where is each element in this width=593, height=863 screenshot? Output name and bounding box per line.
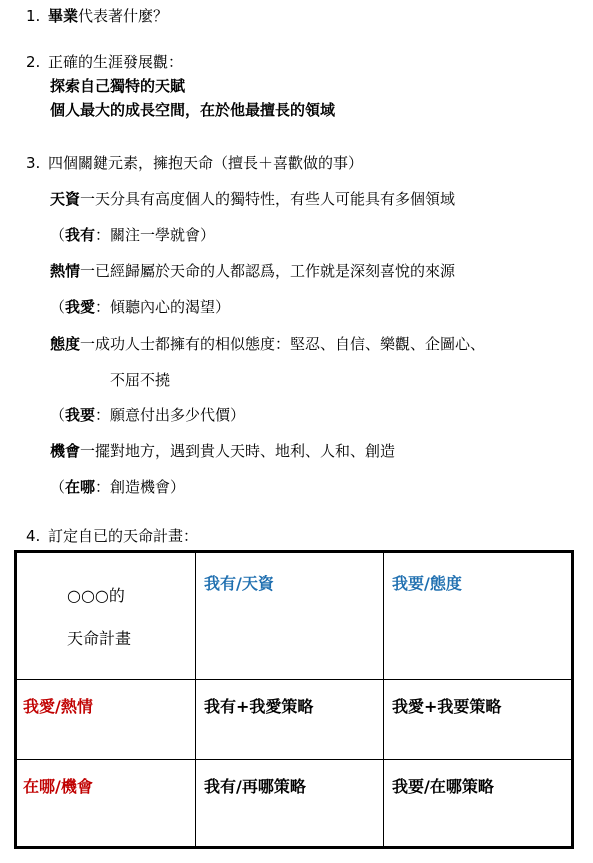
element-talent [50,189,455,209]
note-text: ：關注一學就會） [95,226,216,244]
element-term: 熱情 [50,262,81,280]
table-cell: 我愛+我要策略 [384,680,573,760]
item-2-sub-1: 探索自己獨特的天賦 [50,77,186,95]
item-4 [26,526,198,546]
table-cell: 我要/在哪策略 [384,760,573,848]
paren-open: （ [50,406,66,424]
element-attitude [50,334,485,354]
item-number: 2. [26,53,41,71]
item-2-text: 正確的生涯發展觀： [48,53,184,71]
element-attitude-note [50,405,245,425]
item-number: 4. [26,527,41,545]
note-key: 我愛 [65,298,96,316]
element-talent-note [50,225,215,245]
table-cell: 我有+我愛策略 [196,680,384,760]
item-4-text: 訂定自已的天命計畫： [48,527,199,545]
note-text: ：創造機會） [95,478,186,496]
element-attitude-cont: 不屈不撓 [110,371,171,389]
element-opportunity [50,441,395,461]
table-row [16,760,573,848]
element-passion-note [50,297,230,317]
item-1 [26,6,168,26]
col-header-attitude: 我要/態度 [384,552,573,680]
element-opportunity-note [50,477,185,497]
item-2-sub-2: 個人最大的成長空間，在於他最擅長的領域 [50,101,336,119]
element-desc: 一成功人士都擁有的相似態度：堅忍、自信、樂觀、企圖心、 [80,335,486,353]
paren-open: （ [50,298,66,316]
element-term: 態度 [50,335,81,353]
item-2 [26,52,183,72]
element-desc: 一已經歸屬於天命的人都認爲，工作就是深刻喜悅的來源 [80,262,456,280]
item-3-text: 四個關鍵元素，擁抱天命（擅長＋喜歡做的事） [48,154,364,172]
item-1-text: 代表著什麼？ [78,7,169,25]
table-corner-cell [16,552,196,680]
paren-open: （ [50,478,66,496]
element-term: 機會 [50,442,81,460]
row-label-opportunity: 在哪/機會 [16,760,196,848]
element-desc: 一擺對地方，遇到貴人天時、地利、人和、創造 [80,442,396,460]
element-desc: 一天分具有高度個人的獨特性，有些人可能具有多個領域 [80,190,456,208]
plan-table [14,550,574,849]
item-1-lead: 畢業 [48,7,79,25]
note-text: ：傾聽內心的渴望） [95,298,231,316]
note-key: 在哪 [65,478,96,496]
item-3 [26,153,363,173]
element-passion [50,261,455,281]
paren-open: （ [50,226,66,244]
corner-line-1: ○○○的 [67,586,125,605]
row-label-passion: 我愛/熱情 [16,680,196,760]
col-header-talent: 我有/天資 [196,552,384,680]
note-text: ：願意付出多少代價） [95,406,246,424]
table-row [16,680,573,760]
table-header-row [16,552,573,680]
table-cell: 我有/再哪策略 [196,760,384,848]
note-key: 我要 [65,406,96,424]
element-term: 天資 [50,190,81,208]
item-number: 3. [26,154,41,172]
note-key: 我有 [65,226,96,244]
item-number: 1. [26,7,41,25]
corner-line-2: 天命計畫 [67,629,132,648]
